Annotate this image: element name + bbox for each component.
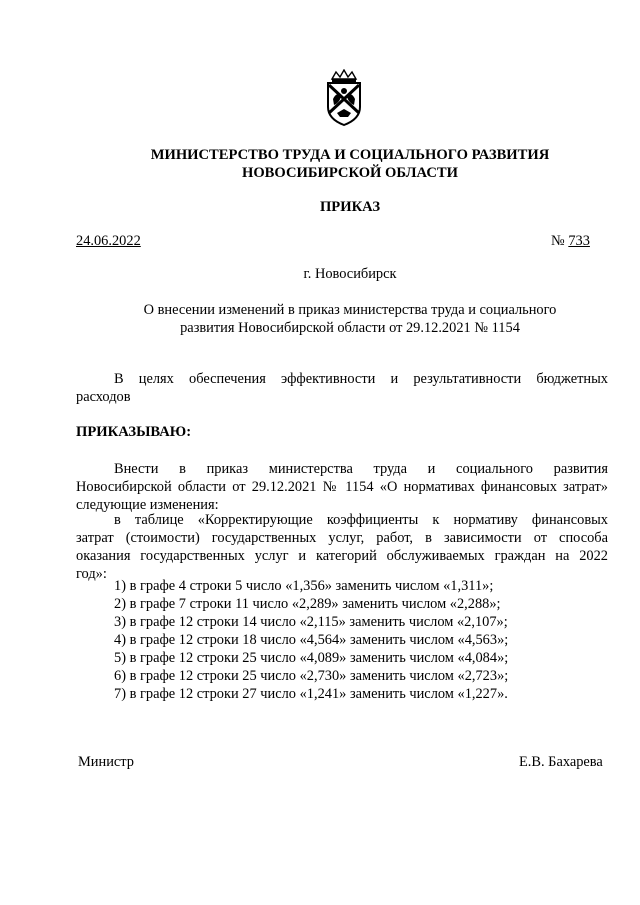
table-reference-paragraph [76, 511, 608, 583]
list-item: 2) в графе 7 строки 11 число «2,289» заменить числом «2,288»; [114, 596, 501, 612]
signer-name: Е.В. Бахарева [519, 754, 603, 770]
table-ref-line-4: год»: [76, 566, 107, 582]
list-item: 4) в графе 12 строки 18 число «4,564» заменить числом «4,563»; [114, 632, 509, 648]
purpose-line-1: В целях обеспечения эффективности и результативности бюджетных [114, 371, 608, 387]
subject-line-1: О внесении изменений в приказ министерства труда и социального [143, 302, 557, 318]
list-item: 6) в графе 12 строки 25 число «2,730» заменить числом «2,723»; [114, 668, 509, 684]
order-number [551, 232, 590, 250]
amendment-list [114, 577, 508, 703]
list-item: 5) в графе 12 строки 25 число «4,089» заменить числом «4,084»; [114, 650, 509, 666]
purpose-line-2: расходов [76, 389, 131, 405]
list-item: 3) в графе 12 строки 14 число «2,115» заменить числом «2,107»; [114, 614, 508, 630]
table-ref-line-2: затрат (стоимости) государственных услуг, работ, в зависимости от способа [76, 530, 608, 546]
amendment-line-2: Новосибирской области от 29.12.2021 № 1154 «О нормативах финансовых затрат» [76, 479, 608, 495]
ministry-name [60, 146, 640, 182]
order-directive-heading: ПРИКАЗЫВАЮ: [76, 424, 192, 440]
order-date: 24.06.2022 [76, 233, 141, 249]
table-ref-line-3: оказания государственных услуг и категорий обслуживаемых граждан на 2022 [76, 548, 608, 564]
table-ref-line-1: в таблице «Корректирующие коэффициенты к нормативу финансовых [114, 512, 608, 528]
list-item: 1) в графе 4 строки 5 число «1,356» заменить числом «1,311»; [114, 578, 494, 594]
subject-line-2: развития Новосибирской области от 29.12.2021 № 1154 [180, 320, 520, 336]
ministry-line-2: НОВОСИБИРСКОЙ ОБЛАСТИ [241, 165, 458, 181]
amendment-paragraph [76, 460, 608, 514]
document-title: ПРИКАЗ [319, 199, 381, 215]
city: г. Новосибирск [303, 266, 397, 282]
list-item: 7) в графе 12 строки 27 число «1,241» заменить числом «1,227». [114, 686, 508, 702]
signer-position: Министр [78, 754, 134, 770]
coat-of-arms-icon [319, 69, 369, 127]
amendment-line-1: Внести в приказ министерства труда и социального развития [114, 461, 608, 477]
ministry-line-1: МИНИСТЕРСТВО ТРУДА И СОЦИАЛЬНОГО РАЗВИТИЯ [150, 147, 550, 163]
purpose-paragraph [76, 370, 608, 406]
order-subject [60, 301, 640, 337]
amendment-line-3: следующие изменения: [76, 497, 219, 513]
order-number-prefix: № [551, 233, 569, 249]
order-number-value: 733 [568, 233, 590, 249]
